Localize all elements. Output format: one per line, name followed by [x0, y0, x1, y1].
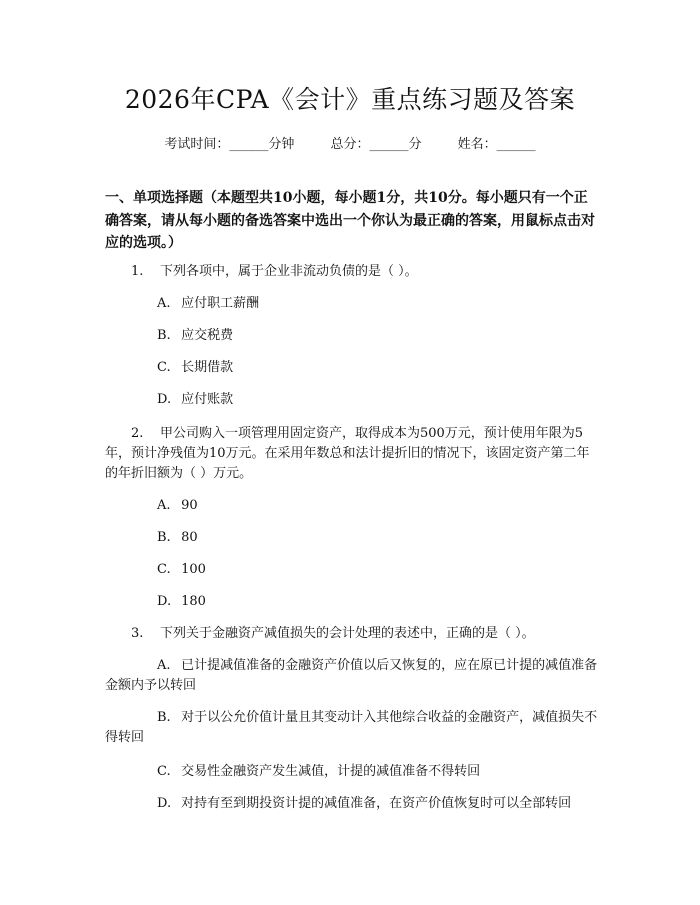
section-heading: 一、单项选择题（本题型共10小题，每小题1分，共10分。每小题只有一个正确答案，请从每小题的备选答案中选出一个你认为最正确的答案，用鼠标点击对应的选项。） — [105, 190, 595, 251]
q3-option-d[interactable] — [157, 794, 602, 814]
q1-option-b[interactable] — [157, 326, 602, 346]
option-letter: B. — [157, 530, 171, 545]
option-text: 100 — [181, 562, 206, 577]
exam-meta — [0, 133, 700, 152]
q2-option-d[interactable] — [157, 592, 602, 612]
question-number: 1. — [131, 264, 144, 279]
question-text: 下列关于金融资产减值损失的会计处理的表述中，正确的是（ ）。 — [159, 626, 535, 641]
question-3 — [105, 624, 600, 644]
option-text: 应付职工薪酬 — [181, 296, 260, 311]
name-field: 姓名：______ — [457, 137, 536, 152]
option-letter: A. — [157, 296, 171, 311]
option-letter: C. — [157, 764, 171, 779]
option-text: 长期借款 — [181, 360, 234, 375]
option-letter: A. — [157, 658, 171, 673]
option-text: 90 — [181, 498, 198, 513]
q2-option-a[interactable] — [157, 496, 602, 516]
q3-option-a[interactable] — [105, 656, 600, 696]
option-letter: B. — [157, 328, 171, 343]
option-letter: C. — [157, 360, 171, 375]
option-text: 对持有至到期投资计提的减值准备，在资产价值恢复时可以全部转回 — [181, 796, 572, 811]
option-text: 已计提减值准备的金融资产价值以后又恢复的，应在原已计提的减值准备金额内予以转回 — [105, 658, 598, 693]
question-text: 甲公司购入一项管理用固定资产，取得成本为500万元，预计使用年限为5年，预计净残值为10万元。在采用年数总和法计提折旧的情况下，该固定资产第二年的年折旧额为（ ）万元。 — [105, 426, 590, 481]
option-text: 交易性金融资产发生减值，计提的减值准备不得转回 — [181, 764, 481, 779]
q1-option-c[interactable] — [157, 358, 602, 378]
option-text: 应付账款 — [181, 392, 234, 407]
question-number: 3. — [131, 626, 144, 641]
option-letter: D. — [157, 594, 172, 609]
q1-option-a[interactable] — [157, 294, 602, 314]
exam-time-field: 考试时间：______分钟 — [164, 137, 295, 152]
q3-option-b[interactable] — [105, 708, 600, 748]
question-1 — [105, 262, 600, 282]
q2-option-c[interactable] — [157, 560, 602, 580]
question-number: 2. — [131, 426, 144, 441]
q3-option-c[interactable] — [157, 762, 602, 782]
q2-option-b[interactable] — [157, 528, 602, 548]
option-letter: D. — [157, 796, 172, 811]
total-score-field: 总分：______分 — [330, 137, 422, 152]
question-2 — [105, 424, 600, 484]
option-text: 应交税费 — [181, 328, 234, 343]
option-text: 180 — [181, 594, 206, 609]
option-letter: A. — [157, 498, 171, 513]
option-letter: D. — [157, 392, 172, 407]
option-text: 80 — [181, 530, 198, 545]
option-text: 对于以公允价值计量且其变动计入其他综合收益的金融资产，减值损失不得转回 — [105, 710, 598, 745]
q1-option-d[interactable] — [157, 390, 602, 410]
page-title: 2026年CPA《会计》重点练习题及答案 — [124, 85, 576, 114]
option-letter: B. — [157, 710, 171, 725]
option-letter: C. — [157, 562, 171, 577]
question-text: 下列各项中，属于企业非流动负债的是（ ）。 — [159, 264, 418, 279]
